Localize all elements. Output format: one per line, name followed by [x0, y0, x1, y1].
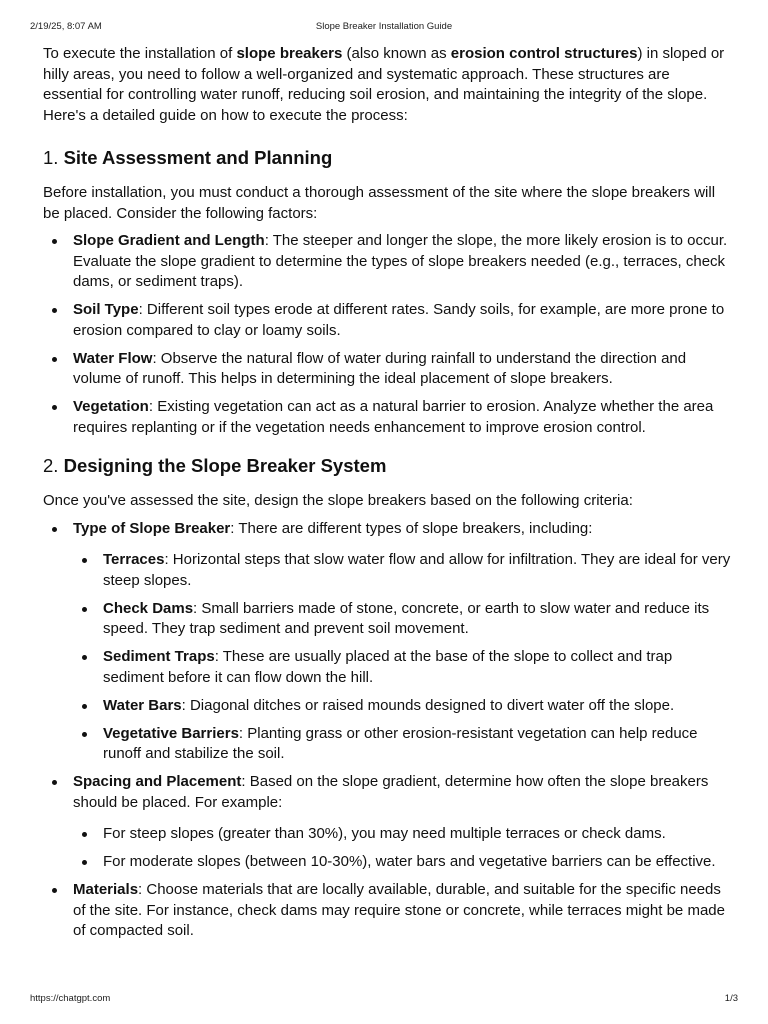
print-footer — [0, 990, 768, 1010]
print-url: https://chatgpt.com — [30, 993, 111, 1004]
section-2-heading — [43, 454, 733, 478]
list-item-term: Water Flow — [73, 349, 153, 367]
section-2-lead: Once you've assessed the site, design the slope breakers based on the following criteria: — [43, 492, 633, 509]
list-item-text: : Existing vegetation can act as a natural barrier to erosion. Analyze whether the area requires replanting or if the vegetation needs enhancement to improve erosion control. — [73, 398, 714, 436]
document-body — [43, 44, 733, 949]
section-2 — [43, 454, 733, 942]
section-1-list — [43, 231, 733, 438]
list-item-term: Vegetation — [73, 398, 149, 415]
sub-item-term: Check Dams — [103, 599, 194, 617]
list-item — [43, 231, 733, 293]
list-item-text: : The steeper and longer the slope, the more likely erosion is to occur. Evaluate the slope gradient to determine the types of slope breakers needed (e.g., terraces, check dams, or sediment traps). — [73, 232, 728, 290]
intro-bold-term: slope breakers — [236, 45, 343, 62]
list-item — [43, 397, 733, 438]
list-item-term: Soil Type — [73, 301, 139, 318]
sub-item-text: : Horizontal steps that slow water flow and allow for infiltration. They are ideal for very steep slopes. — [103, 551, 731, 589]
section-1-lead: Before installation, you must conduct a thorough assessment of the site where the slope breakers will be placed. Consider the following factors: — [43, 184, 716, 222]
intro-paragraph — [43, 44, 733, 126]
page-number: 1/3 — [724, 993, 738, 1004]
list-item-term: Materials — [73, 881, 139, 898]
sub-item-text: : Diagonal ditches or raised mounds designed to divert water off the slope. — [181, 696, 675, 714]
list-item-term: Spacing and Placement — [73, 773, 242, 790]
list-item-text: : Based on the slope gradient, determine how often the slope breakers should be placed. For example: — [73, 773, 709, 811]
section-2-list — [43, 519, 733, 942]
section-title: Site Assessment and Planning — [63, 147, 333, 168]
print-datetime: 2/19/25, 8:07 AM — [30, 21, 102, 32]
list-item — [43, 772, 733, 873]
intro-text: (also known as — [342, 45, 451, 62]
sub-item-text: : Planting grass or other erosion-resistant vegetation can help reduce runoff and stabilize the soil. — [103, 724, 698, 762]
print-header — [0, 0, 768, 50]
slope-breaker-types-list — [73, 550, 733, 765]
list-item-term: Slope Gradient and Length — [73, 232, 265, 249]
sub-list-item — [73, 696, 733, 717]
sub-item-term: Sediment Traps — [103, 648, 215, 665]
list-item — [43, 519, 733, 765]
list-item-text: : There are different types of slope breakers, including: — [230, 519, 593, 537]
list-item-text: : Choose materials that are locally available, durable, and suitable for the specific needs of the site. For instance, check dams may require stone or concrete, while terraces might be made of compacted soil. — [73, 881, 725, 939]
sub-item-text: : Small barriers made of stone, concrete, or earth to slow water and reduce its speed. They trap sediment and prevent soil movement. — [103, 599, 710, 637]
list-item-text: : Different soil types erode at different rates. Sandy soils, for example, are more prone to erosion compared to clay or loamy soils. — [73, 301, 725, 339]
sub-list-item — [73, 599, 733, 640]
list-item — [43, 880, 733, 942]
list-item — [43, 300, 733, 341]
sub-item-text: : These are usually placed at the base of the slope to collect and trap sediment before it can flow down the hill. — [103, 648, 673, 686]
sub-item-term: Terraces — [103, 551, 165, 568]
sub-list-item: For moderate slopes (between 10-30%), water bars and vegetative barriers can be effective. — [73, 852, 733, 873]
intro-bold-term: erosion control structures — [450, 45, 638, 62]
sub-item-term: Water Bars — [103, 696, 182, 714]
list-item-term: Type of Slope Breaker — [73, 519, 231, 537]
print-doc-title: Slope Breaker Installation Guide — [315, 21, 453, 32]
section-title: Designing the Slope Breaker System — [63, 455, 387, 476]
section-number: 2. — [43, 455, 64, 476]
sub-list-item: For steep slopes (greater than 30%), you may need multiple terraces or check dams. — [73, 824, 733, 845]
sub-list-item — [73, 550, 733, 591]
intro-text: ) in sloped or hilly areas, you need to follow a well-organized and systematic approach. These structures are essential for controlling water runoff, reducing soil erosion, and maintaining the integrity of the slope. Here's a detailed guide on how to execute the process: — [43, 45, 725, 124]
sub-list-item — [73, 724, 733, 765]
intro-text: To execute the installation of — [43, 45, 237, 62]
section-number: 1. — [43, 147, 64, 168]
list-item — [43, 349, 733, 390]
sub-list-item — [73, 647, 733, 688]
section-1-heading — [43, 146, 733, 170]
sub-item-term: Vegetative Barriers — [103, 724, 239, 742]
list-item-text: : Observe the natural flow of water during rainfall to understand the direction and volume of runoff. This helps in determining the ideal placement of slope breakers. — [73, 349, 687, 387]
spacing-examples-list — [73, 824, 733, 873]
